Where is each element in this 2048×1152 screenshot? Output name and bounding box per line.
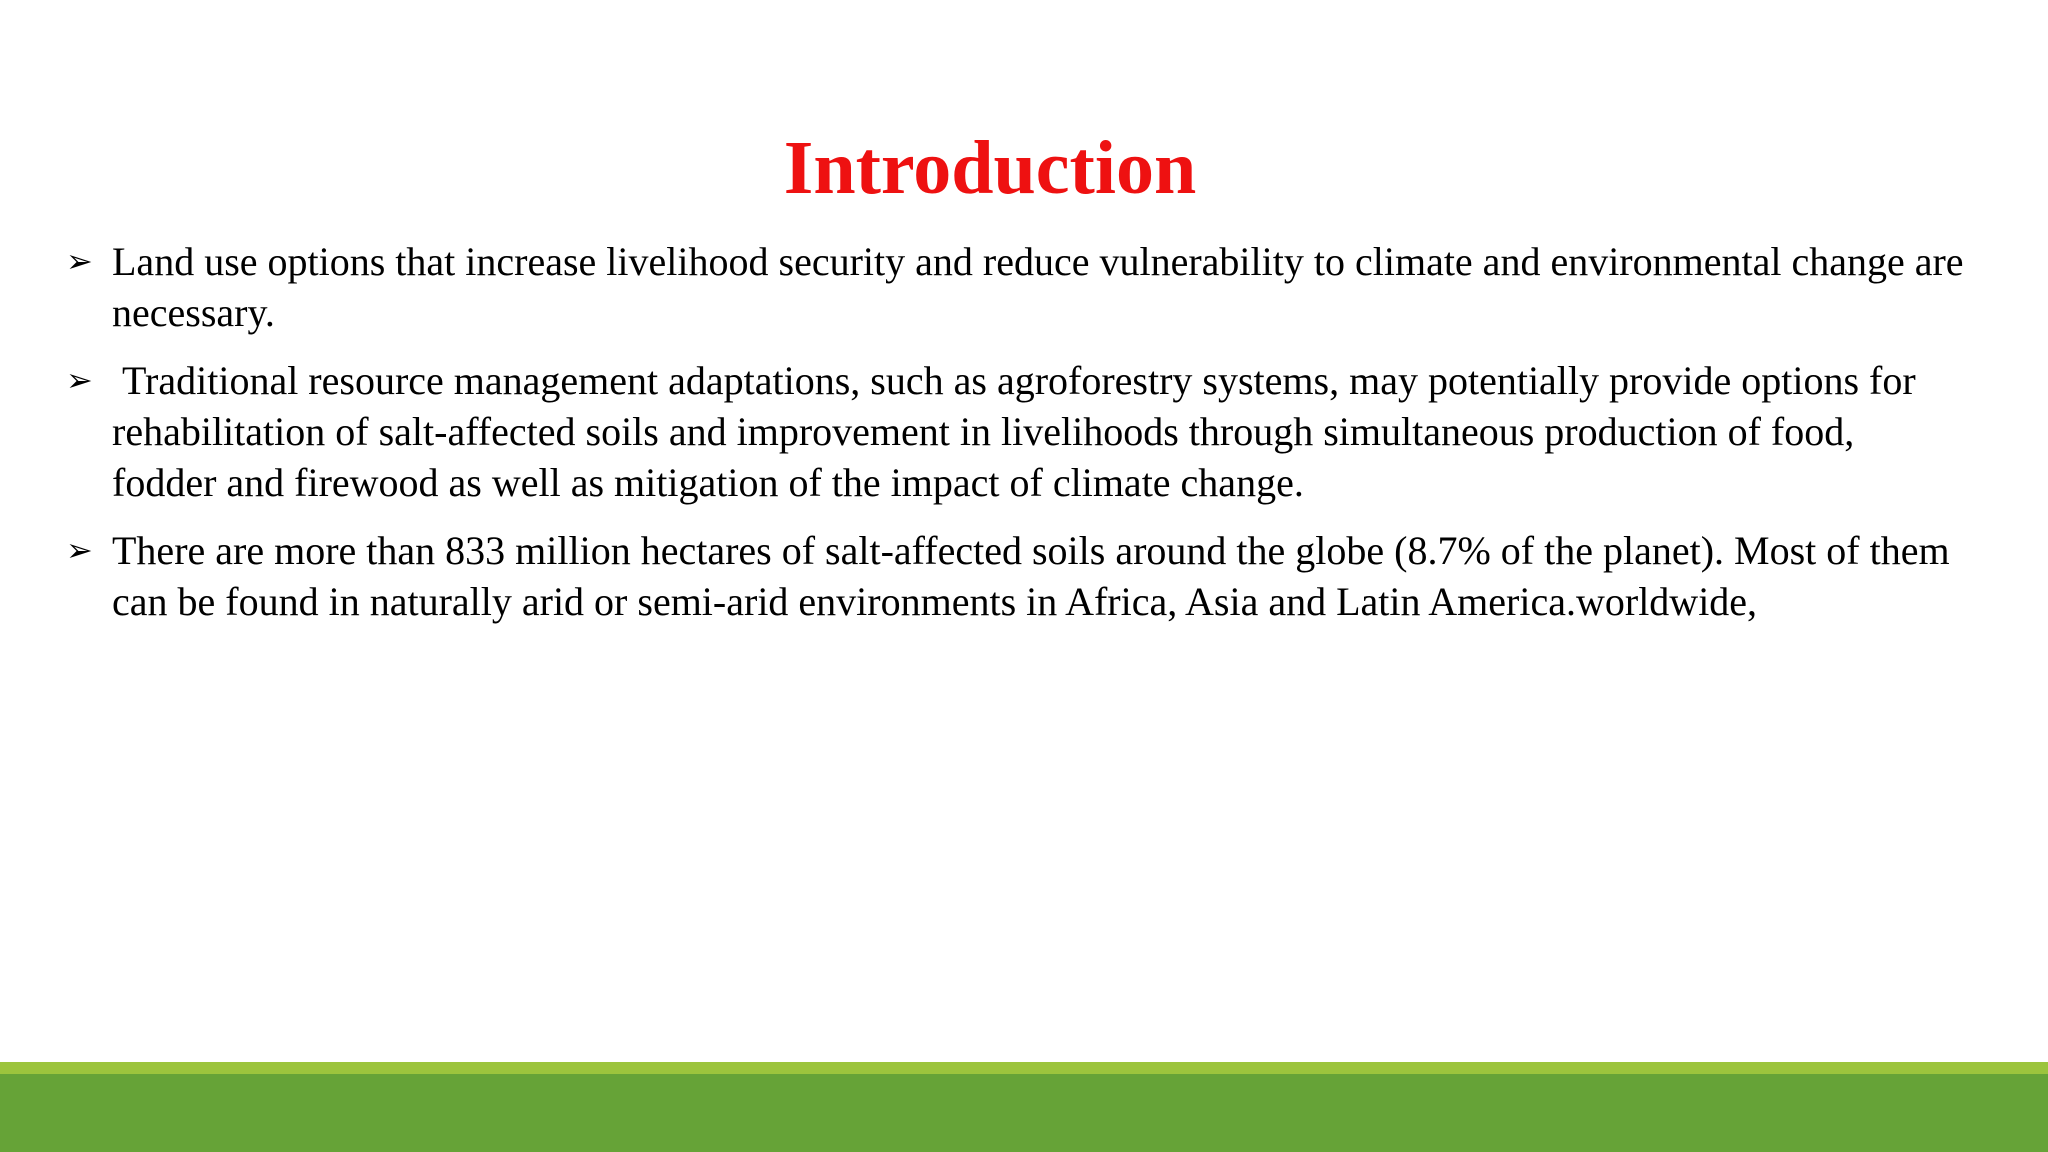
bullet-list [66,236,1966,644]
footer-band-dark [0,1074,2048,1152]
bullet-text: There are more than 833 million hectares of salt-affected soils around the globe (8.7% of the planet). Most of them can be found in naturally arid or semi-arid environments in Africa, Asia and Latin America.worldwide, [112,528,1950,624]
footer-band-light [0,1062,2048,1074]
bullet-item [66,525,1966,627]
bullet-item [66,355,1966,508]
bullet-text: Traditional resource management adaptations, such as agroforestry systems, may potentially provide options for rehabilitation of salt-affected soils and improvement in livelihoods through simultaneous production of food, fodder and firewood as well as mitigation of the impact of climate change. [112,358,1926,505]
bullet-text: Land use options that increase livelihood security and reduce vulnerability to climate and environmental change are necessary. [112,239,1964,335]
arrowhead-bullet-icon: ➢ [66,361,93,399]
slide-title: Introduction [783,126,1197,210]
arrowhead-bullet-icon: ➢ [66,242,93,280]
arrowhead-bullet-icon: ➢ [66,531,93,569]
bullet-item [66,236,1966,338]
